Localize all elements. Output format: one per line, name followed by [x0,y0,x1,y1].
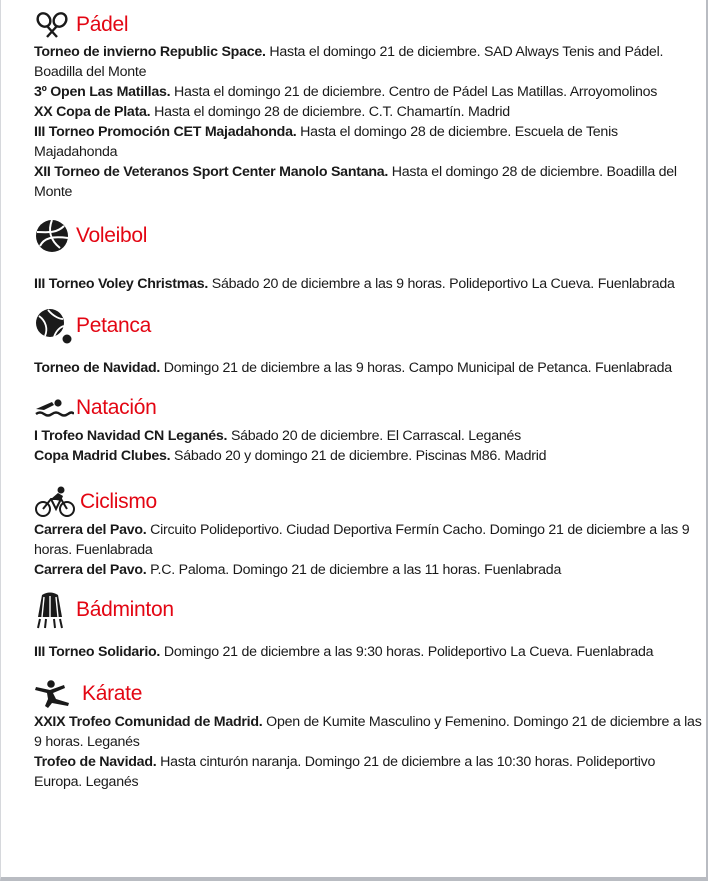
event-name: Copa Madrid Clubes. [34,448,171,464]
volleyball-icon [34,220,76,252]
section-petanca [34,306,702,378]
event-detail: Hasta el domingo 28 de diciembre. Boadilla del Monte [34,164,677,200]
section-title: Ciclismo [80,490,157,513]
karate-fighter-icon [34,678,82,710]
event-detail: Circuito Polideportivo. Ciudad Deportiva Fermín Cacho. Domingo 21 de diciembre a las 9 horas. Fuenlabrada [34,522,690,558]
event-detail: Open de Kumite Masculino y Femenino. Domingo 21 de diciembre a las 9 horas. Leganés [34,714,702,750]
swimmer-icon [34,392,76,424]
section-voleibol [34,216,702,294]
event-name: Trofeo de Navidad. [34,754,157,770]
section-header [34,392,702,424]
list-item [34,102,702,122]
cyclist-icon [34,486,80,518]
event-detail: Hasta el domingo 28 de diciembre. Escuela de Tenis Majadahonda [34,124,618,160]
padel-rackets-icon [34,9,76,41]
section-badminton [34,590,702,662]
section-title: Pádel [76,13,129,36]
event-name: XII Torneo de Veteranos Sport Center Manolo Santana. [34,164,389,180]
event-detail: P.C. Paloma. Domingo 21 de diciembre a las 11 horas. Fuenlabrada [146,562,562,578]
section-title: Voleibol [76,224,148,247]
event-name: III Torneo Voley Christmas. [34,276,209,292]
event-detail: Sábado 20 de diciembre. El Carrascal. Leganés [227,428,521,444]
section-padel [34,8,702,202]
list-item [34,358,702,378]
event-detail: Hasta el domingo 21 de diciembre. Centro de Pádel Las Matillas. Arroyomolinos [170,84,658,100]
event-detail: Hasta el domingo 21 de diciembre. SAD Always Tenis and Pádel. Boadilla del Monte [34,44,664,80]
section-header [34,306,702,346]
shuttlecock-icon [34,594,76,626]
list-item [34,42,702,82]
event-name: Torneo de Navidad. [34,360,161,376]
section-title: Bádminton [76,598,174,621]
section-header [34,8,702,42]
event-name: XXIX Trofeo Comunidad de Madrid. [34,714,263,730]
event-name: Carrera del Pavo. [34,522,147,538]
event-name: Torneo de invierno Republic Space. [34,44,266,60]
list-item [34,162,702,202]
section-ciclismo [34,484,702,580]
list-item [34,520,702,560]
list-item [34,642,702,662]
petanque-ball-icon [34,310,76,342]
list-item [34,426,702,446]
event-name: XX Copa de Plata. [34,104,151,120]
event-detail: Hasta el domingo 28 de diciembre. C.T. Chamartín. Madrid [150,104,510,120]
section-title: Petanca [76,314,151,337]
event-name: III Torneo Solidario. [34,644,161,660]
section-natacion [34,392,702,466]
event-detail: Sábado 20 y domingo 21 de diciembre. Piscinas M86. Madrid [170,448,547,464]
event-name: 3º Open Las Matillas. [34,84,171,100]
event-detail: Domingo 21 de diciembre a las 9 horas. Campo Municipal de Petanca. Fuenlabrada [160,360,672,376]
section-header [34,484,702,520]
list-item [34,712,702,752]
event-name: III Torneo Promoción CET Majadahonda. [34,124,297,140]
event-name: I Trofeo Navidad CN Leganés. [34,428,228,444]
event-detail: Sábado 20 de diciembre a las 9 horas. Polideportivo La Cueva. Fuenlabrada [208,276,675,292]
section-header [34,216,702,256]
event-detail: Hasta cinturón naranja. Domingo 21 de diciembre a las 10:30 horas. Polideportivo Europa. Leganés [34,754,656,790]
section-header [34,678,702,710]
section-title: Natación [76,396,157,419]
list-item [34,274,702,294]
list-item [34,752,702,792]
event-name: Carrera del Pavo. [34,562,147,578]
list-item [34,122,702,162]
list-item [34,82,702,102]
sports-agenda [34,8,702,792]
section-title: Kárate [82,682,143,705]
list-item [34,560,702,580]
section-karate [34,678,702,792]
list-item [34,446,702,466]
section-header [34,590,702,630]
event-detail: Domingo 21 de diciembre a las 9:30 horas. Polideportivo La Cueva. Fuenlabrada [160,644,654,660]
